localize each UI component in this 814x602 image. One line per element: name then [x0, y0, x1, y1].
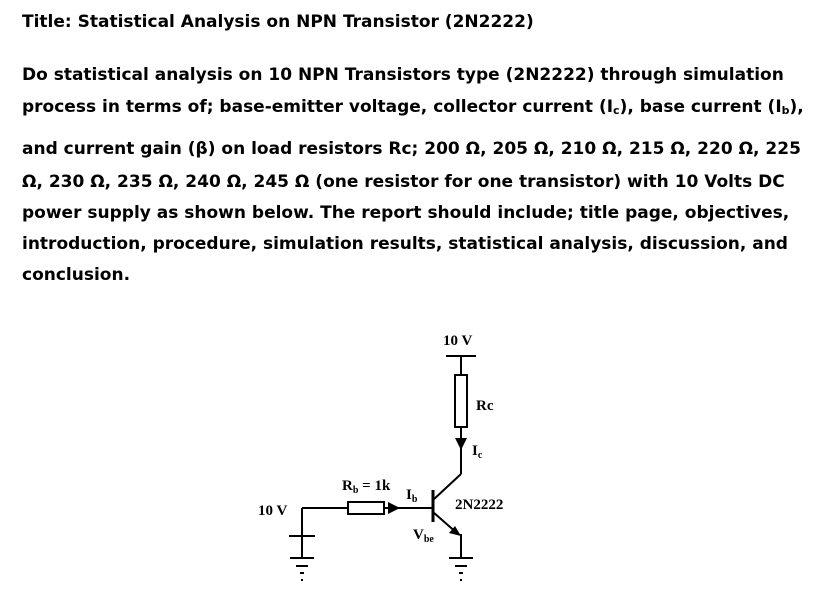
ib-label [406, 487, 418, 505]
paragraph-line-7: conclusion. [22, 265, 131, 285]
paragraph-line-5: power supply as shown below. The report should include; title page, objectives, [22, 203, 790, 223]
ic-sub: c [477, 450, 483, 461]
circuit-diagram [240, 322, 560, 592]
rb-value: = 1k [358, 478, 391, 494]
transistor-label: 2N2222 [455, 497, 504, 513]
rb-label [342, 478, 391, 496]
rb-main: R [342, 478, 353, 494]
line-2-part-c: ), [789, 97, 804, 117]
rb-resistor [348, 502, 384, 514]
ib-subscript: b [781, 104, 790, 117]
vbe-sub: be [423, 534, 434, 545]
vbe-label [413, 527, 434, 545]
rc-label: Rc [476, 398, 494, 414]
paragraph-line-6: introduction, procedure, simulation results, statistical analysis, discussion, and [22, 234, 788, 254]
ic-main: I [472, 443, 478, 459]
ib-arrow [388, 502, 400, 514]
ic-subscript: c [613, 104, 620, 117]
ib-sub: b [411, 494, 418, 505]
vbe-main: V [413, 527, 424, 543]
rb-sub: b [352, 485, 359, 496]
line-2-part-b: ), base current (I [619, 97, 782, 117]
supply-left-label: 10 V [258, 503, 288, 519]
paragraph-line-4: Ω, 230 Ω, 235 Ω, 240 Ω, 245 Ω (one resistor for one transistor) with 10 Volts DC [22, 172, 785, 192]
supply-top-label: 10 V [443, 333, 473, 349]
paragraph-line-3: and current gain (β) on load resistors Rc; 200 Ω, 205 Ω, 210 Ω, 215 Ω, 220 Ω, 225 [22, 139, 801, 159]
line-2-part-a: process in terms of; base-emitter voltage, collector current (I [22, 97, 614, 117]
rc-resistor [455, 375, 467, 427]
paragraph-line-1: Do statistical analysis on 10 NPN Transistors type (2N2222) through simulation [22, 65, 784, 85]
paragraph-line-2 [22, 97, 804, 117]
ic-label [472, 443, 483, 461]
ic-arrow [455, 438, 467, 450]
ib-main: I [406, 487, 412, 503]
page-title: Title: Statistical Analysis on NPN Transistor (2N2222) [22, 12, 534, 32]
